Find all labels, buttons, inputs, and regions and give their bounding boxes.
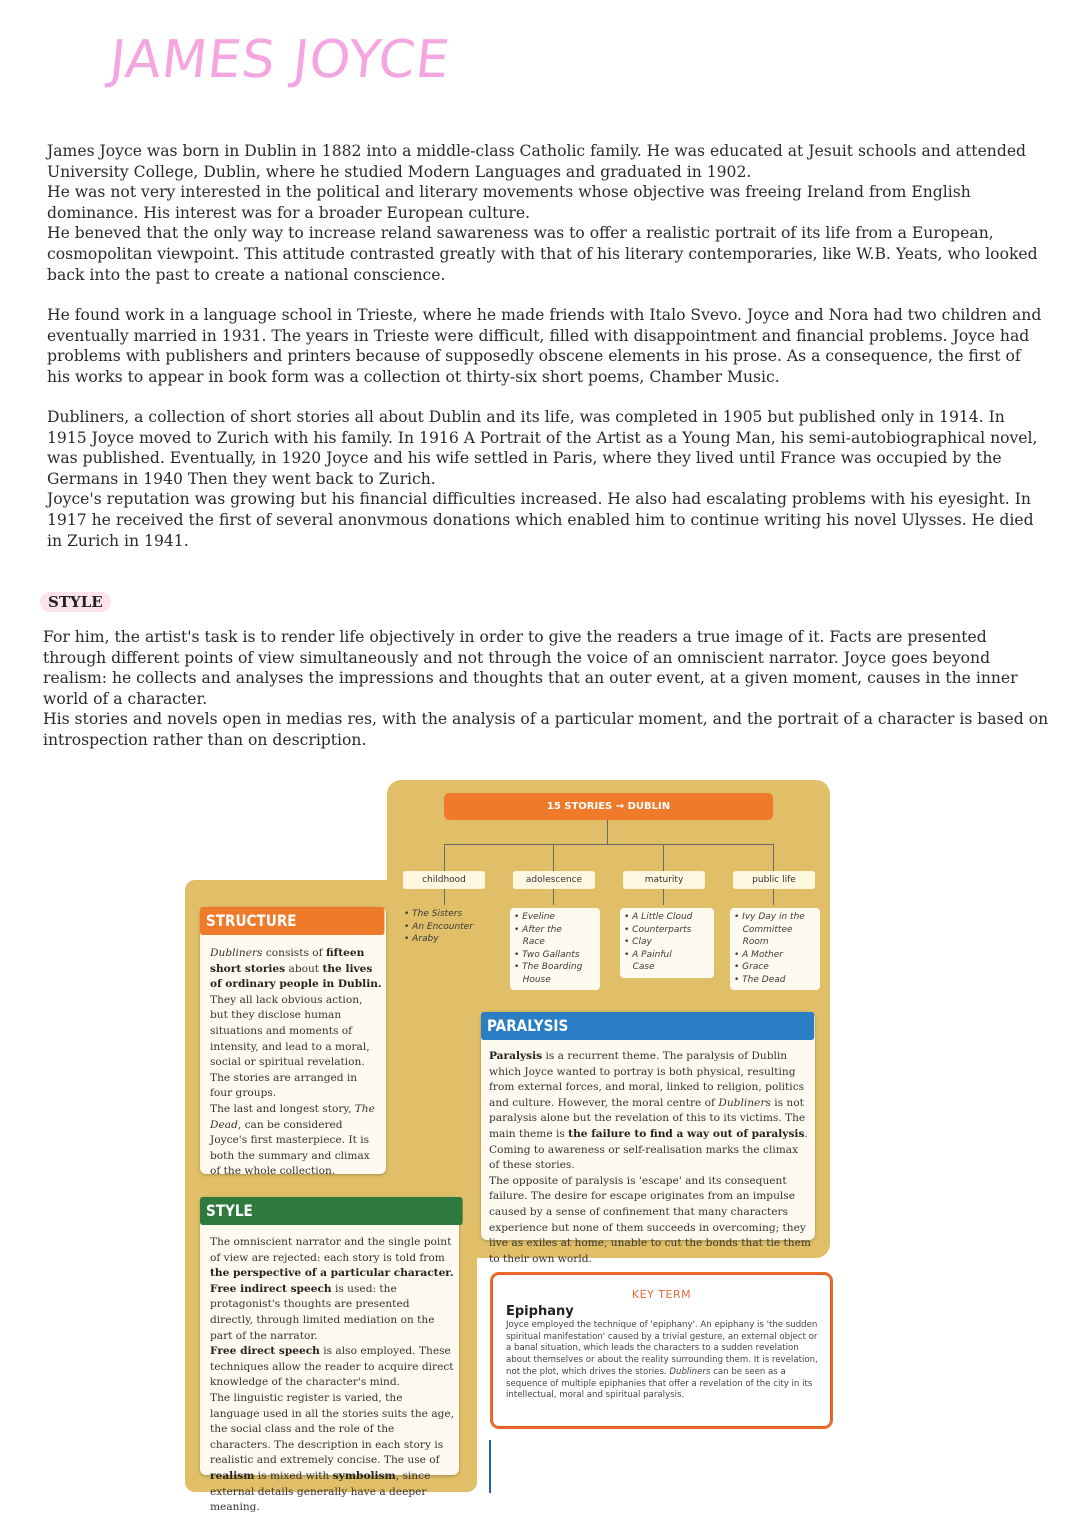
category-childhood: childhood xyxy=(403,871,485,889)
story-item: • Grace xyxy=(734,962,769,972)
text-run: consists of xyxy=(262,947,326,959)
story-item: • Araby xyxy=(404,934,439,944)
story-item: • Counterparts xyxy=(624,924,692,935)
style-card-text xyxy=(210,1235,455,1516)
story-list-maturity xyxy=(620,908,714,978)
text-run: about xyxy=(285,962,323,975)
text-run: Joyce employed the technique of 'epiphany'. An epiphany is 'the sudden spiritual manifestation' caused by a trivial gesture, an external object or a banal situation, which leads the characters to a sudden revelation about themselves or about the reality surrounding them. It is revelation, not the plot, which drives the stories. xyxy=(506,1320,818,1377)
key-term-label: KEY TERM xyxy=(631,1288,692,1301)
key-term-text xyxy=(506,1320,821,1402)
story-item: • The Dead xyxy=(734,974,786,985)
text-run: They all lack obvious action, but they disclose human situations and moments of intensity, and lead to a moral, social or spiritual revelation. The stories are arranged in four groups. The last and longest story, xyxy=(210,993,370,1115)
text-run: . Coming to awareness or self-realisation marks the climax of these stories. The opposite of paralysis is 'escape' and its consequent failure. The desire for escape originates from an impulse caused by a sense of confinement that many characters experience but none of them succeeds in overcoming; they live as exiles at home, unable to cut the bonds that tie them to their own world. xyxy=(489,1127,811,1265)
text-run: is also employed. These techniques allow the reader to acquire direct knowledge of the character's mind. The linguistic register is varied, the language used in all the stories suits the age, the social class and the role of the characters. The description in each story is realistic and extremely concise. The use of xyxy=(210,1345,455,1467)
style-card-heading: STYLE xyxy=(200,1197,463,1225)
story-list-public-life xyxy=(730,908,820,990)
bio-paragraph-2: He found work in a language school in Trieste, where he made friends with Italo Svevo. Joyce and Nora had two children and eventually married in 1931. The years in Trieste were difficult, filled with disappointment and financial problems. Joyce had problems with publishers and printers because of supposedly obscene elements in his prose. As a consequence, the first of his works to appear in book form was a collection ot thirty-six short poems, Chamber Music. xyxy=(47,306,1042,386)
bio-paragraph-1: James Joyce was born in Dublin in 1882 into a middle-class Catholic family. He was educated at Jesuit schools and attended University College, Dublin, where he studied Modern Languages and graduated in 1902. He was not very interested in the political and literary movements whose objective was freeing Ireland from English dominance. His interest was for a broader European culture. He beneved that the only way to increase reland sawareness was to offer a realistic portrait of its life from a European, cosmopolitan viewpoint. This attitude contrasted greatly with that of his literary contemporaries, like W.B. Yeats, who looked back into the past to create a national conscience. xyxy=(47,142,1038,284)
story-item: • A Little Cloud xyxy=(624,912,693,922)
structure-card xyxy=(200,907,386,1178)
text-bold: the perspective of a particular character. xyxy=(210,1267,454,1280)
structure-text xyxy=(210,946,382,1180)
tree-line xyxy=(607,820,608,844)
text-run: is mixed with xyxy=(254,1469,333,1482)
story-list-adolescence xyxy=(510,908,600,990)
paralysis-text xyxy=(489,1049,811,1267)
text-bold: symbolism xyxy=(332,1469,396,1482)
story-item: Case xyxy=(624,962,655,972)
paralysis-heading: PARALYSIS xyxy=(481,1012,814,1040)
text-cursor xyxy=(489,1440,491,1493)
story-item: • The Sisters xyxy=(404,909,463,919)
text-run: is not paralysis alone but the revelation of this to its victims. The main theme is xyxy=(489,1096,806,1140)
story-item: • The Boarding xyxy=(514,962,583,972)
category-public-life: public life xyxy=(733,871,815,889)
story-item: • Eveline xyxy=(514,912,555,922)
story-item: • A Mother xyxy=(734,949,783,960)
tree-line xyxy=(553,844,554,871)
tree-line xyxy=(663,844,664,871)
text-bold: Free indirect speech xyxy=(210,1282,332,1295)
story-item: Race xyxy=(514,937,545,947)
story-item: • A Painful xyxy=(624,949,672,960)
text-bold: Paralysis xyxy=(489,1050,543,1062)
tree-line xyxy=(444,889,445,905)
story-list-childhood xyxy=(404,908,488,946)
story-item: • After the xyxy=(514,924,562,935)
story-item: Room xyxy=(734,937,769,947)
story-item: Committee xyxy=(734,924,793,935)
text-run: The omniscient narrator and the single point of view are rejected: each story is told from xyxy=(210,1236,452,1264)
tree-line xyxy=(444,844,445,871)
structure-heading: STRUCTURE xyxy=(200,907,384,935)
text-bold: Free direct speech xyxy=(210,1345,320,1358)
text-run: is a recurrent theme. The paralysis of Dublin which Joyce wanted to portray is both physical, resulting from external forces, and moral, linked to religion, politics and culture. However, the moral centre of xyxy=(489,1050,805,1109)
paralysis-card xyxy=(481,1012,815,1265)
text-bold: fifteen short stories xyxy=(210,947,365,975)
text-italic: The Dead xyxy=(210,1102,375,1131)
text-run: can be seen as a sequence of multiple epiphanies that offer a revelation of the city in its intellectual, moral and spiritual paralysis. xyxy=(506,1366,813,1401)
tree-line xyxy=(444,844,773,845)
text-run: is used: the protagonist's thoughts are presented directly, through limited mediation on the part of the narrator. xyxy=(210,1282,435,1342)
text-run: , since external details generally have a deeper meaning. xyxy=(210,1469,431,1514)
text-bold: the failure to find a way out of paralysis xyxy=(568,1127,805,1140)
style-card xyxy=(200,1197,459,1514)
story-item: House xyxy=(514,974,551,985)
story-item: • An Encounter xyxy=(404,921,473,932)
story-item: • Ivy Day in the xyxy=(734,912,805,922)
text-italic: Dubliners xyxy=(718,1096,771,1109)
text-run: , can be considered Joyce's first masterpiece. It is both the summary and climax of the whole collection. xyxy=(210,1118,370,1178)
story-item: • Clay xyxy=(624,937,652,947)
key-term-card xyxy=(490,1272,833,1429)
key-term-heading: Epiphany xyxy=(506,1304,574,1319)
category-maturity: maturity xyxy=(623,871,705,889)
text-bold: the lives of ordinary people in Dublin. xyxy=(210,962,382,991)
text-italic: Dubliners xyxy=(669,1366,711,1377)
tree-line xyxy=(773,889,774,905)
tree-line xyxy=(663,889,664,905)
text-italic: Dubliners xyxy=(210,947,263,959)
tree-line xyxy=(773,844,774,871)
category-adolescence: adolescence xyxy=(513,871,595,889)
style-paragraph: For him, the artist's task is to render life objectively in order to give the readers a true image of it. Facts are presented through different points of view simultaneously and not through the voice of an omniscient narrator. Joyce goes beyond realism: he collects and analyses the impressions and thoughts that an outer event, at a given moment, causes in the inner world of a character. His stories and novels open in medias res, with the analysis of a particular moment, and the portrait of a character is based on introspection rather than on description. xyxy=(43,628,1049,749)
story-item: • Two Gallants xyxy=(514,949,580,960)
style-section-tag: STYLE xyxy=(40,592,111,612)
bio-paragraph-3: Dubliners, a collection of short stories all about Dublin and its life, was completed in 1905 but published only in 1914. In 1915 Joyce moved to Zurich with his family. In 1916 A Portrait of the Artist as a Young Man, his semi-autobiographical novel, was published. Eventually, in 1920 Joyce and his wife settled in Paris, where they lived until France was occupied by the Germans in 1940 Then they went back to Zurich. Joyce's reputation was growing but his financial difficulties increased. He also had escalating problems with his eyesight. In 1917 he received the first of several anonvmous donations which enabled him to continue writing his novel Ulysses. He died in Zurich in 1941. xyxy=(47,408,1038,550)
stories-banner: 15 STORIES → DUBLIN xyxy=(444,793,773,820)
text-bold: realism xyxy=(210,1469,255,1482)
tree-line xyxy=(553,889,554,905)
page-title: JAMES JOYCE xyxy=(106,30,453,90)
